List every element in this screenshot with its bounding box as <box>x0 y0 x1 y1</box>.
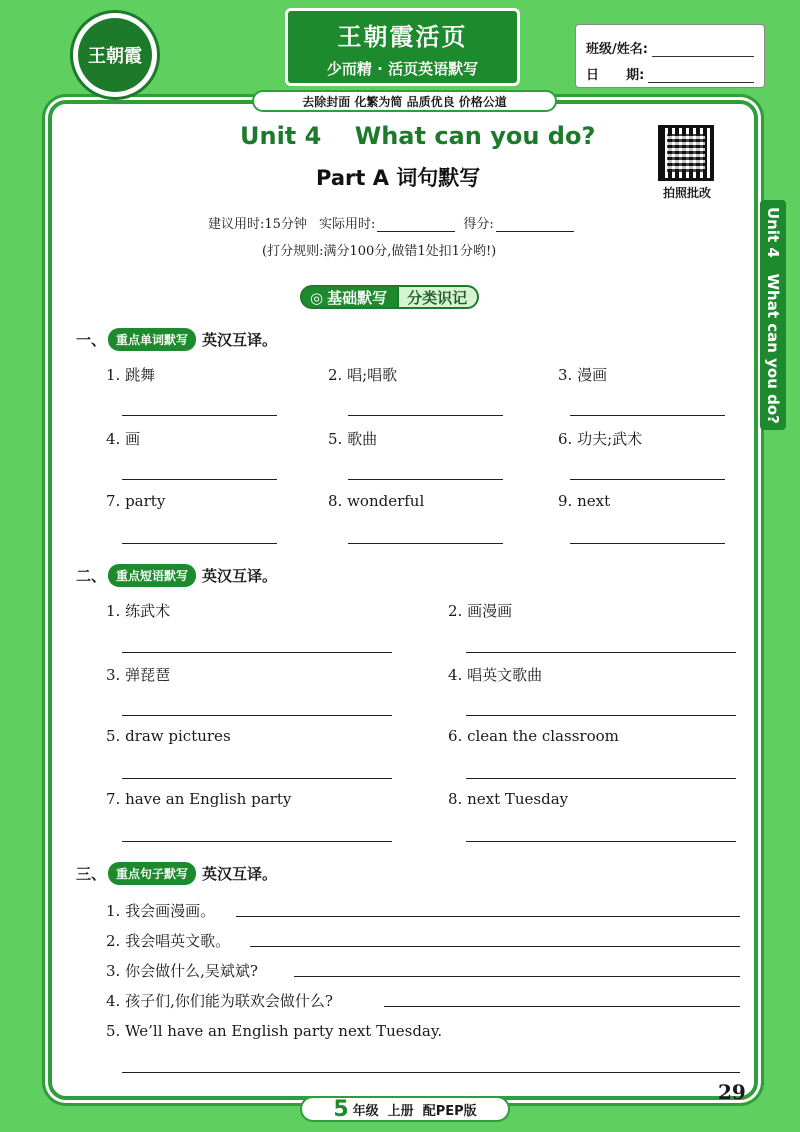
answer-line-1-7[interactable] <box>122 543 277 544</box>
word-item-1: 1. 跳舞 <box>106 366 156 384</box>
sentence-item-1: 1. 我会画漫画。 <box>106 902 216 920</box>
answer-line-2-7[interactable] <box>122 841 392 842</box>
actual-time-label: 实际用时: <box>318 217 376 232</box>
qr-label: 拍照批改 <box>662 186 711 200</box>
phrase-item-5: 5. draw pictures <box>106 727 231 745</box>
answer-line-2-6[interactable] <box>466 778 736 779</box>
brand-logo <box>70 10 160 100</box>
banner-title: 王朝霞活页 <box>337 22 468 51</box>
answer-line-2-1[interactable] <box>122 652 392 653</box>
section-2-heading <box>76 564 277 587</box>
answer-line-3-4[interactable] <box>384 1006 740 1007</box>
section-1-heading <box>76 328 277 351</box>
suggested-time: 建议用时:15分钟 <box>208 217 307 232</box>
part-title: Part A 词句默写 <box>316 166 481 190</box>
phrase-item-2: 2. 画漫画 <box>448 602 513 620</box>
word-item-5: 5. 歌曲 <box>328 430 378 448</box>
badge-left-label: 基础默写 <box>327 289 388 307</box>
section-3-pill: 重点句子默写 <box>108 862 196 885</box>
section-2-instruction: 英汉互译。 <box>202 567 278 585</box>
date-label: 日 期: <box>586 68 645 83</box>
section-3-number: 三、 <box>76 865 107 883</box>
answer-line-2-3[interactable] <box>122 715 392 716</box>
sentence-item-4: 4. 孩子们,你们能为联欢会做什么? <box>106 992 333 1010</box>
answer-line-1-1[interactable] <box>122 415 277 416</box>
badge-right-label: 分类识记 <box>399 285 479 309</box>
unit-title: Unit 4 What can you do? <box>240 122 596 150</box>
section-1-pill: 重点单词默写 <box>108 328 196 351</box>
answer-line-1-5[interactable] <box>348 479 503 480</box>
section-3-heading <box>76 862 277 885</box>
section-1-number: 一、 <box>76 331 107 349</box>
word-item-2: 2. 唱;唱歌 <box>328 366 398 384</box>
answer-line-2-2[interactable] <box>466 652 736 653</box>
phrase-item-6: 6. clean the classroom <box>448 727 619 745</box>
word-item-3: 3. 漫画 <box>558 366 608 384</box>
logo-text: 王朝霞 <box>88 46 142 67</box>
answer-line-1-4[interactable] <box>122 479 277 480</box>
section-3-instruction: 英汉互译。 <box>202 865 278 883</box>
answer-line-3-2[interactable] <box>250 946 740 947</box>
answer-line-2-5[interactable] <box>122 778 392 779</box>
answer-line-3-1[interactable] <box>236 916 740 917</box>
slogan: 去除封面 化繁为简 品质优良 价格公道 <box>252 90 557 112</box>
student-info-box <box>575 24 765 88</box>
sentence-item-5: 5. We’ll have an English party next Tuesday. <box>106 1022 443 1040</box>
score-field[interactable] <box>496 218 574 232</box>
answer-line-1-9[interactable] <box>570 543 725 544</box>
page-number: 29 <box>718 1080 746 1104</box>
actual-time-field[interactable] <box>377 218 455 232</box>
answer-line-2-4[interactable] <box>466 715 736 716</box>
answer-line-1-3[interactable] <box>570 415 725 416</box>
section-2-pill: 重点短语默写 <box>108 564 196 587</box>
date-field[interactable] <box>648 67 754 83</box>
answer-line-2-8[interactable] <box>466 841 736 842</box>
section-badge <box>300 285 479 309</box>
timing-row <box>208 213 628 232</box>
phrase-item-8: 8. next Tuesday <box>448 790 569 808</box>
medal-icon: ◎ <box>310 288 324 307</box>
section-1-instruction: 英汉互译。 <box>202 331 278 349</box>
answer-line-3-5[interactable] <box>122 1072 740 1073</box>
grade-text: 年级 上册 配PEP版 <box>352 1103 477 1119</box>
word-item-9: 9. next <box>558 492 611 510</box>
phrase-item-3: 3. 弹琵琶 <box>106 666 171 684</box>
class-name-label: 班级/姓名: <box>586 42 648 57</box>
phrase-item-7: 7. have an English party <box>106 790 292 808</box>
class-name-field[interactable] <box>652 41 754 57</box>
phrase-item-1: 1. 练武术 <box>106 602 171 620</box>
score-label: 得分: <box>463 217 494 232</box>
sentence-item-3: 3. 你会做什么,吴斌斌? <box>106 962 258 980</box>
word-item-4: 4. 画 <box>106 430 141 448</box>
answer-line-3-3[interactable] <box>294 976 740 977</box>
answer-line-1-2[interactable] <box>348 415 503 416</box>
header-banner <box>285 8 520 86</box>
phrase-item-4: 4. 唱英文歌曲 <box>448 666 543 684</box>
word-item-8: 8. wonderful <box>328 492 425 510</box>
answer-line-1-6[interactable] <box>570 479 725 480</box>
word-item-7: 7. party <box>106 492 166 510</box>
word-item-6: 6. 功夫;武术 <box>558 430 643 448</box>
answer-line-1-8[interactable] <box>348 543 503 544</box>
footer-grade-badge <box>300 1096 510 1122</box>
banner-subtitle: 少而精 · 活页英语默写 <box>326 60 479 78</box>
sentence-item-2: 2. 我会唱英文歌。 <box>106 932 231 950</box>
side-tab-label: Unit 4 What can you do? <box>764 206 782 424</box>
side-unit-tab <box>760 200 786 430</box>
grade-number: 5 <box>333 1096 349 1122</box>
scoring-rule: (打分规则:满分100分,做错1处扣1分哟!) <box>262 244 497 259</box>
section-2-number: 二、 <box>76 567 107 585</box>
qr-code-icon[interactable] <box>658 125 714 181</box>
